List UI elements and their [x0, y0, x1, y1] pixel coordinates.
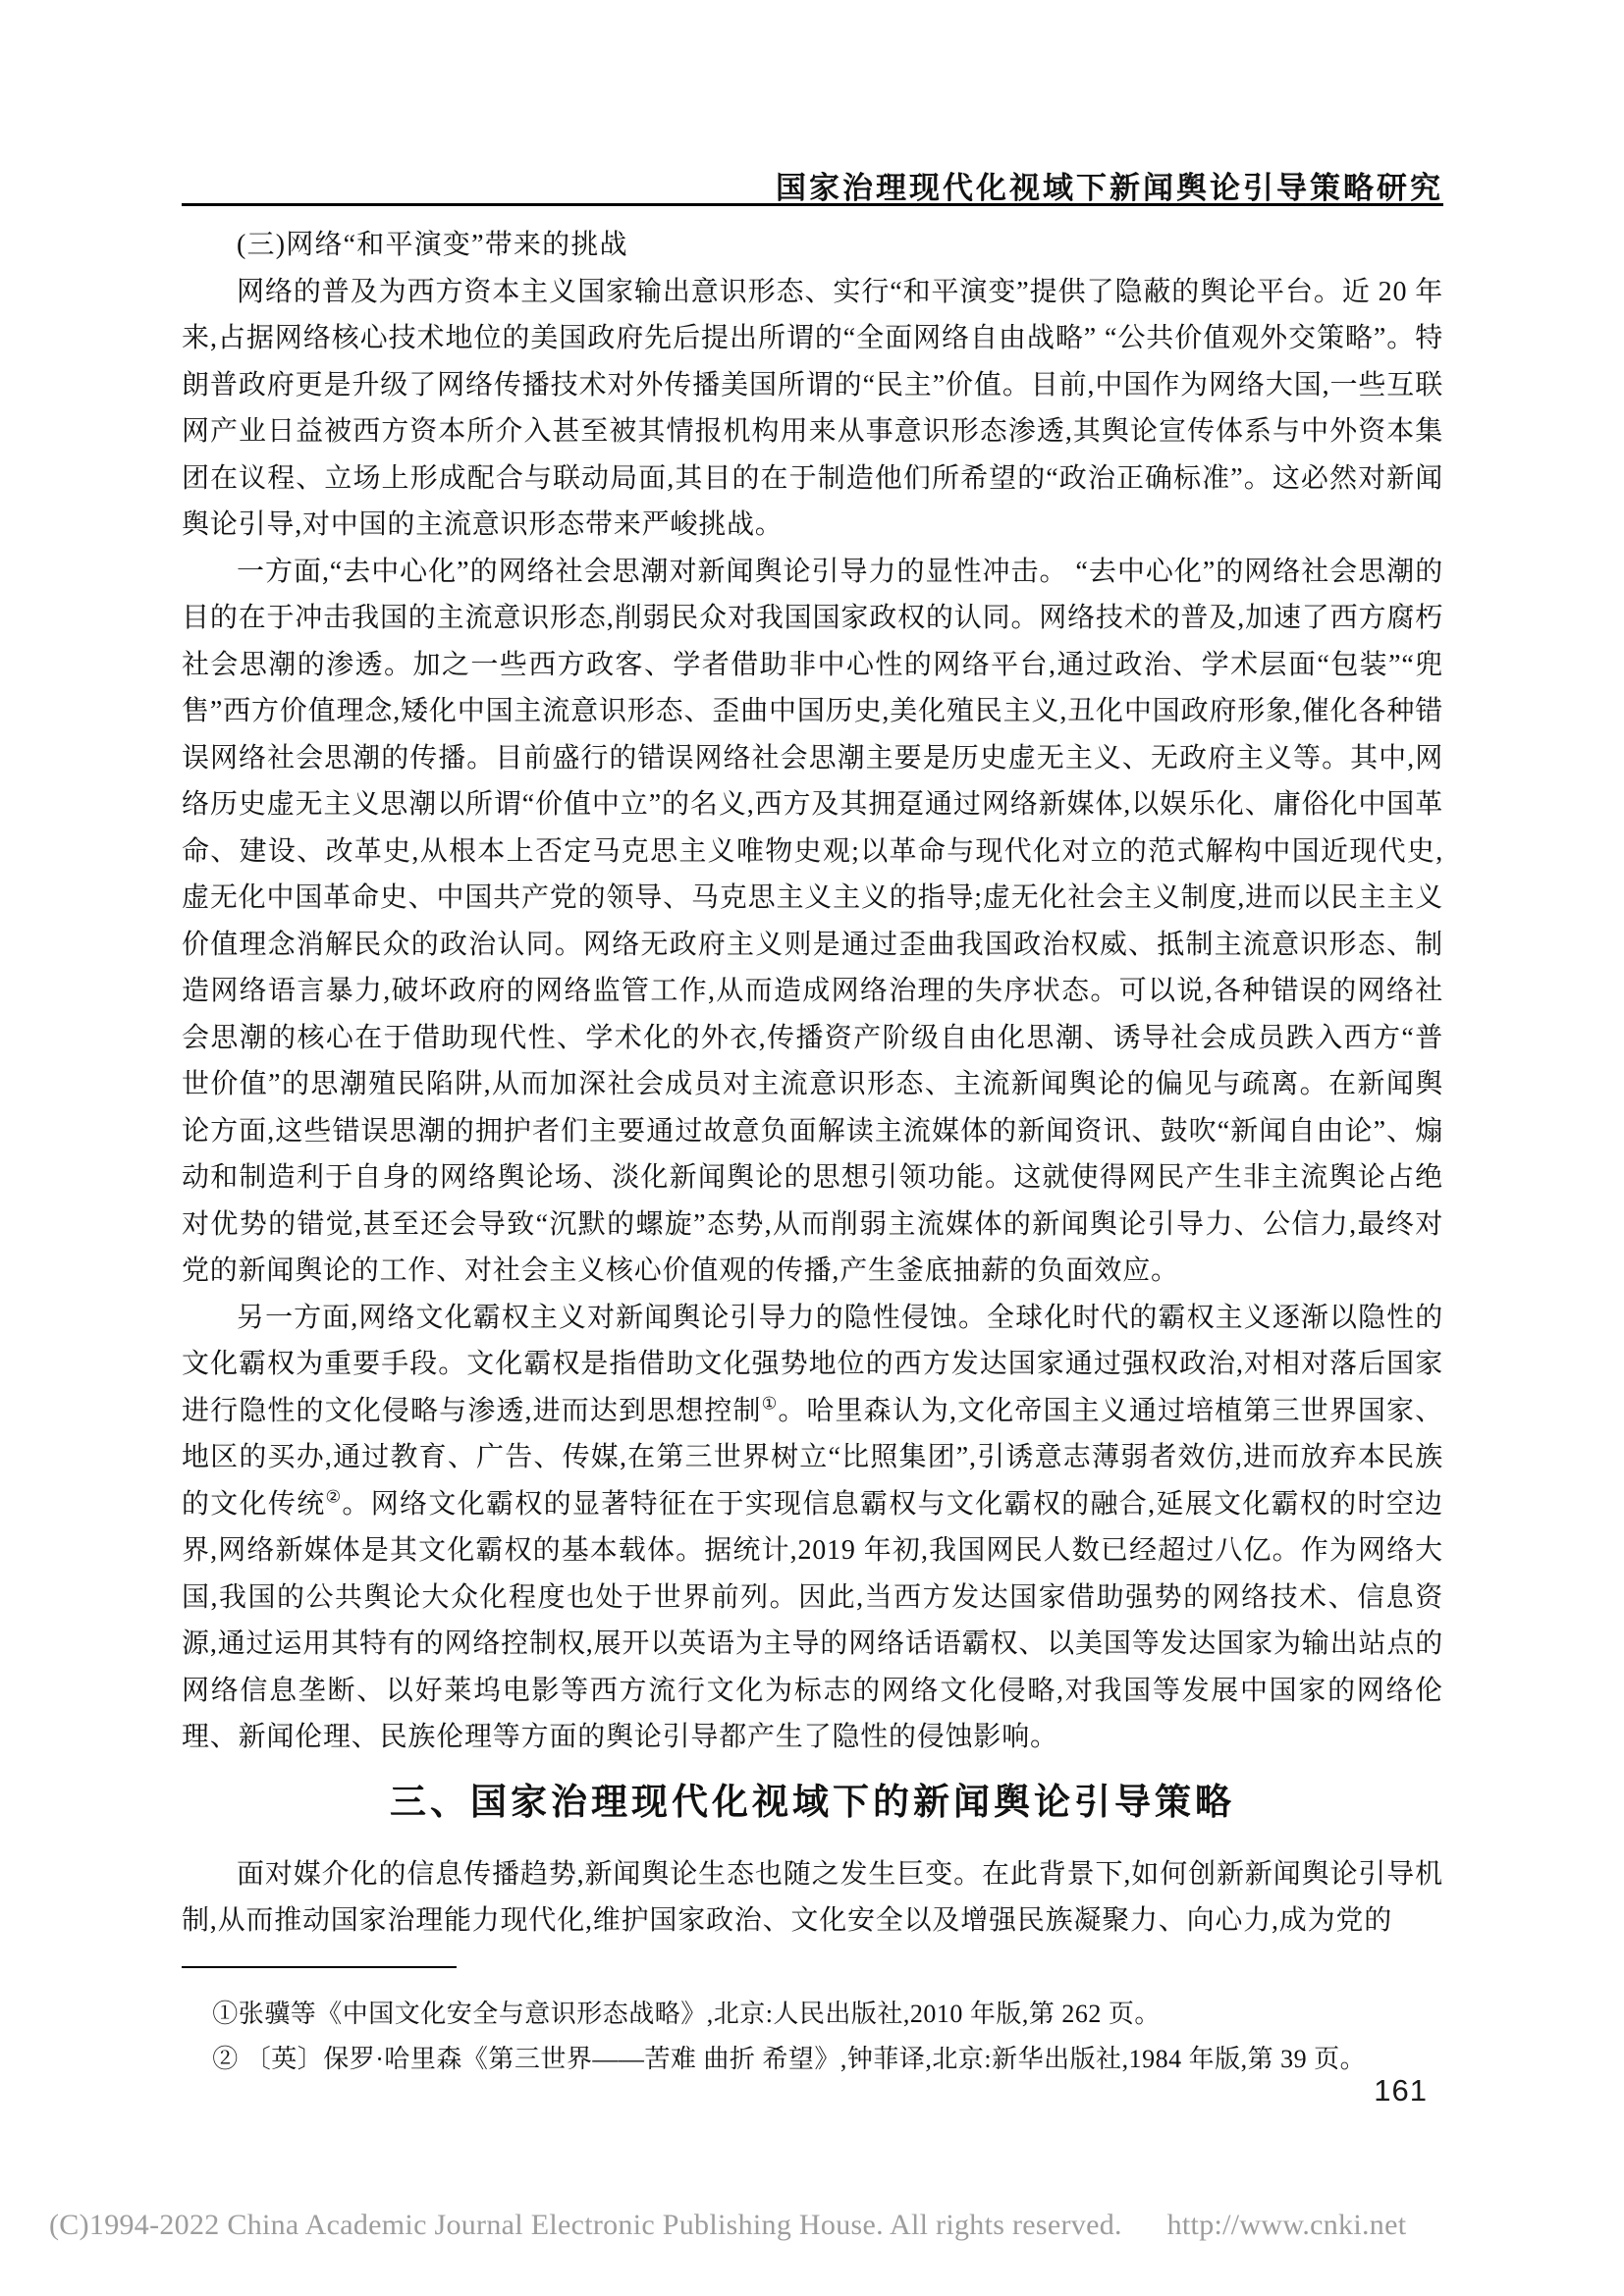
- paragraph: 面对媒介化的信息传播趋势,新闻舆论生态也随之发生巨变。在此背景下,如何创新新闻舆论引导机制,从而推动国家治理能力现代化,维护国家政治、文化安全以及增强民族凝聚力、向心力,成为党的: [182, 1858, 1443, 1936]
- copyright-text: (C)1994-2022 China Academic Journal Electronic Publishing House. All rights reserved.: [49, 2209, 1122, 2241]
- running-title: 国家治理现代化视域下新闻舆论引导策略研究: [776, 171, 1443, 205]
- running-header: [182, 163, 1443, 207]
- header-divider: [182, 203, 1443, 206]
- copyright-footer: [49, 2209, 1406, 2242]
- footnote-item: ①张骥等《中国文化安全与意识形态战略》,北京:人民出版社,2010 年版,第 262 页。: [212, 2000, 1161, 2028]
- footnote-item: ② 〔英〕保罗·哈里森《第三世界——苦难 曲折 希望》,钟菲译,北京:新华出版社,1984 年版,第 39 页。: [212, 2045, 1367, 2073]
- section-heading: 三、国家治理现代化视域下的新闻舆论引导策略: [390, 1781, 1235, 1822]
- subsection-heading: (三)网络“和平演变”带来的挑战: [237, 230, 628, 260]
- article-body: [182, 222, 1443, 1945]
- footnote-area: [182, 1966, 1443, 2082]
- footnote-divider: [182, 1966, 457, 1968]
- paragraph: 一方面,“去中心化”的网络社会思潮对新闻舆论引导力的显性冲击。 “去中心化”的网络社会思潮的目的在于冲击我国的主流意识形态,削弱民众对我国国家政权的认同。网络技术的普及,加速了西方腐朽社会思潮的渗透。加之一些西方政客、学者借助非中心性的网络平台,通过政治、学术层面“包装”“兜售”西方价值理念,矮化中国主流意识形态、歪曲中国历史,美化殖民主义,丑化中国政府形象,催化各种错误网络社会思潮的传播。目前盛行的错误网络社会思潮主要是历史虚无主义、无政府主义等。其中,网络历史虚无主义思潮以所谓“价值中立”的名义,西方及其拥趸通过网络新媒体,以娱乐化、庸俗化中国革命、建设、改革史,从根本上否定马克思主义唯物史观;以革命与现代化对立的范式解构中国近现代史,虚无化中国革命史、中国共产党的领导、马克思主义主义的指导;虚无化社会主义制度,进而以民主主义价值理念消解民众的政治认同。网络无政府主义则是通过歪曲我国政治权威、抵制主流意识形态、制造网络语言暴力,破坏政府的网络监管工作,从而造成网络治理的失序状态。可以说,各种错误的网络社会思潮的核心在于借助现代性、学术化的外衣,传播资产阶级自由化思潮、诱导社会成员跌入西方“普世价值”的思潮殖民陷阱,从而加深社会成员对主流意识形态、主流新闻舆论的偏见与疏离。在新闻舆论方面,这些错误思潮的拥护者们主要通过故意负面解读主流媒体的新闻资讯、鼓吹“新闻自由论”、煽动和制造利于自身的网络舆论场、淡化新闻舆论的思想引领功能。这就使得网民产生非主流舆论占绝对优势的错觉,甚至还会导致“沉默的螺旋”态势,从而削弱主流媒体的新闻舆论引导力、公信力,最终对党的新闻舆论的工作、对社会主义核心价值观的传播,产生釜底抽薪的负面效应。: [182, 556, 1443, 1286]
- page-number: 161: [1374, 2073, 1428, 2108]
- cnki-url: http://www.cnki.net: [1166, 2209, 1407, 2241]
- paragraph: 另一方面,网络文化霸权主义对新闻舆论引导力的隐性侵蚀。全球化时代的霸权主义逐渐以隐性的文化霸权为重要手段。文化霸权是指借助文化强势地位的西方发达国家通过强权政治,对相对落后国家进行隐性的文化侵略与渗透,进而达到思想控制①。哈里森认为,文化帝国主义通过培植第三世界国家、地区的买办,通过教育、广告、传媒,在第三世界树立“比照集团”,引诱意志薄弱者效仿,进而放弃本民族的文化传统②。网络文化霸权的显著特征在于实现信息霸权与文化霸权的融合,延展文化霸权的时空边界,网络新媒体是其文化霸权的基本载体。据统计,2019 年初,我国网民人数已经超过八亿。作为网络大国,我国的公共舆论大众化程度也处于世界前列。因此,当西方发达国家借助强势的网络技术、信息资源,通过运用其特有的网络控制权,展开以英语为主导的网络话语霸权、以美国等发达国家为输出站点的网络信息垄断、以好莱坞电影等西方流行文化为标志的网络文化侵略,对我国等发展中国家的网络伦理、新闻伦理、民族伦理等方面的舆论引导都产生了隐性的侵蚀影响。: [182, 1302, 1443, 1752]
- paragraph: 网络的普及为西方资本主义国家输出意识形态、实行“和平演变”提供了隐蔽的舆论平台。近 20 年来,占据网络核心技术地位的美国政府先后提出所谓的“全面网络自由战略” “公共价值观外交策略”。特朗普政府更是升级了网络传播技术对外传播美国所谓的“民主”价值。目前,中国作为网络大国,一些互联网产业日益被西方资本所介入甚至被其情报机构用来从事意识形态渗透,其舆论宣传体系与中外资本集团在议程、立场上形成配合与联动局面,其目的在于制造他们所希望的“政治正确标准”。这必然对新闻舆论引导,对中国的主流意识形态带来严峻挑战。: [182, 276, 1443, 540]
